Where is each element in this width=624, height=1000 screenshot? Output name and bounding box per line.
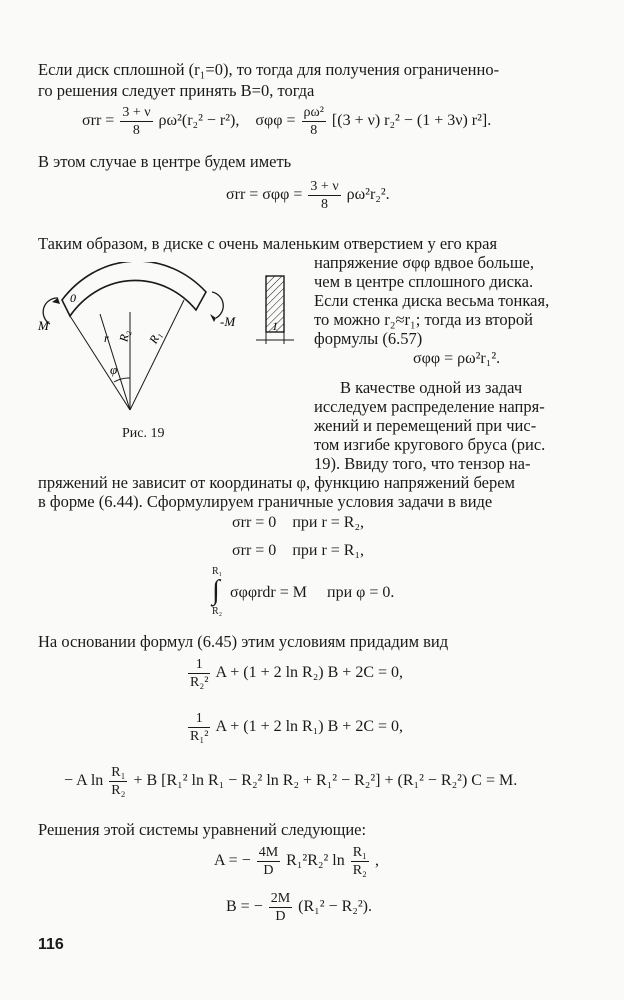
para3-line-7: в форме (6.44). Сформулируем граничные условия задачи в виде (38, 492, 493, 511)
sys-eq-1 (186, 656, 403, 691)
solution-a-fraction-1: $\frac{4M}{D}$ (258, 845, 279, 878)
solution-b-left: B = − (226, 898, 263, 916)
figure-caption: Рис. 19 (122, 426, 165, 441)
para3-line-1: В качестве одной из задач (340, 378, 523, 397)
solution-a (214, 844, 379, 879)
solutions-text: Решения этой системы уравнений следующие: (38, 820, 367, 839)
sys-eq-2-rest: A + (1 + 2 ln R₁) B + 2C = 0, (215, 718, 404, 736)
para2-line-5: то можно r₂≈r₁; тогда из второй (314, 310, 533, 329)
label-r1: R₁ (146, 329, 164, 346)
para3-line-2: исследуем распределение напря- (314, 397, 545, 416)
basis-text: На основании формул (6.45) этим условиям придадим вид (38, 632, 449, 651)
eq1-mid: σφφ = (255, 112, 296, 130)
beam-inner-edge (70, 280, 196, 316)
sys-eq-2 (186, 710, 403, 745)
label-o: 0 (70, 291, 76, 305)
sys-eq-3-pre: − A ln (64, 772, 104, 790)
solution-a-end: , (374, 852, 379, 870)
equation-center-stress (226, 178, 390, 213)
sys-eq-3-fraction: $\frac{\text{R₁}}{\text{R₂}}$ (111, 765, 126, 798)
equation-stress-solid-disk (82, 104, 491, 139)
radius-r1 (130, 300, 184, 410)
figure-curved-beam (34, 262, 300, 422)
para3-line-5: 19). Ввиду того, что тензор на- (314, 454, 531, 473)
sys-eq-1-fraction: $\frac{1}{\text{R₂²}}$ (190, 657, 209, 690)
solution-a-left: A = − (214, 852, 251, 870)
eq2-rest: ρω²r₂². (346, 186, 390, 204)
eq1-rest-2: [(3 + ν) r₂² − (1 + 3ν) r²]. (331, 112, 492, 130)
intro-line-2: го решения следует принять B=0, тогда (38, 81, 315, 100)
eq2-fraction: $\frac{3 + \nu}{8}$ (310, 179, 339, 212)
para2-line-6: формулы (6.57) (314, 329, 423, 348)
bc-3-body: σφφrdr = M (230, 584, 307, 601)
integral-sign: ∫ (212, 575, 220, 606)
page-number: 116 (38, 936, 64, 953)
bc-3-lower-limit: R₂ (212, 606, 223, 617)
para3-line-3: жений и перемещений при чис- (314, 416, 537, 435)
curved-beam-shape (62, 262, 206, 316)
eq1-fraction-1: $\frac{3 + \nu}{8}$ (122, 105, 151, 138)
intro-line-1: Если диск сплошной (r₁=0), то тогда для получения ограниченно- (38, 60, 500, 79)
bc-2-right: при r = R₁, (292, 542, 365, 559)
eq2-left: σrr = σφφ = (226, 186, 303, 204)
solution-b-rest: (R₁² − R₂²). (298, 898, 372, 916)
sys-eq-2-fraction: $\frac{1}{\text{R₁²}}$ (190, 711, 209, 744)
equation-thin-disk: σφφ = ρω²r₁². (413, 350, 501, 367)
solution-b (226, 890, 372, 925)
moment-right-arrowhead (210, 314, 216, 322)
bc-1-left: σrr = 0 (232, 514, 277, 531)
label-1: 1 (272, 319, 278, 333)
phi-arc (114, 378, 130, 382)
sys-eq-1-rest: A + (1 + 2 ln R₂) B + 2C = 0, (215, 664, 404, 682)
solution-a-mid: R₁²R₂² ln (286, 852, 345, 870)
bc-1 (232, 514, 364, 532)
label-r: r (104, 331, 109, 345)
label-m-right: -M (220, 314, 236, 329)
bc-3-right: при φ = 0. (327, 584, 395, 601)
para2-line-4: Если стенка диска весьма тонкая, (314, 291, 550, 310)
label-m-left: M (38, 318, 49, 333)
bc-3-upper-limit: R₁ (212, 566, 223, 577)
bc-3 (230, 584, 394, 602)
bc-2-left: σrr = 0 (232, 542, 277, 559)
center-text: В этом случае в центре будем иметь (38, 152, 292, 171)
solution-b-fraction: $\frac{2M}{D}$ (270, 891, 291, 924)
solution-a-fraction-2: $\frac{\text{R₁}}{\text{R₂}}$ (352, 845, 367, 878)
para2-line-1: Таким образом, в диске с очень маленьким отверстием у его края (38, 234, 498, 253)
eq1-rest-1: ρω²(r₂² − r²), (158, 112, 240, 130)
eq1-fraction-2: $\frac{\text{ρω²}}{8}$ (303, 105, 324, 138)
para2-line-2: напряжение σφφ вдвое больше, (314, 253, 534, 272)
para3-line-6: пряжений не зависит от координаты φ, функцию напряжений берем (38, 473, 515, 492)
para2-line-3: чем в центре сплошного диска. (314, 272, 534, 291)
label-r2: R₂ (116, 329, 133, 343)
bc-2 (232, 542, 364, 560)
sys-eq-3-rest: + B [R₁² ln R₁ − R₂² ln R₂ + R₁² − R₂²] + (R₁² − R₂²) C = M. (133, 772, 518, 790)
sys-eq-3 (64, 764, 517, 799)
bc-1-right: при r = R₂, (292, 514, 365, 531)
label-phi: φ (110, 362, 118, 377)
para3-line-4: том изгибе кругового бруса (рис. (314, 435, 546, 454)
eq1-left: σrr = (82, 112, 115, 130)
